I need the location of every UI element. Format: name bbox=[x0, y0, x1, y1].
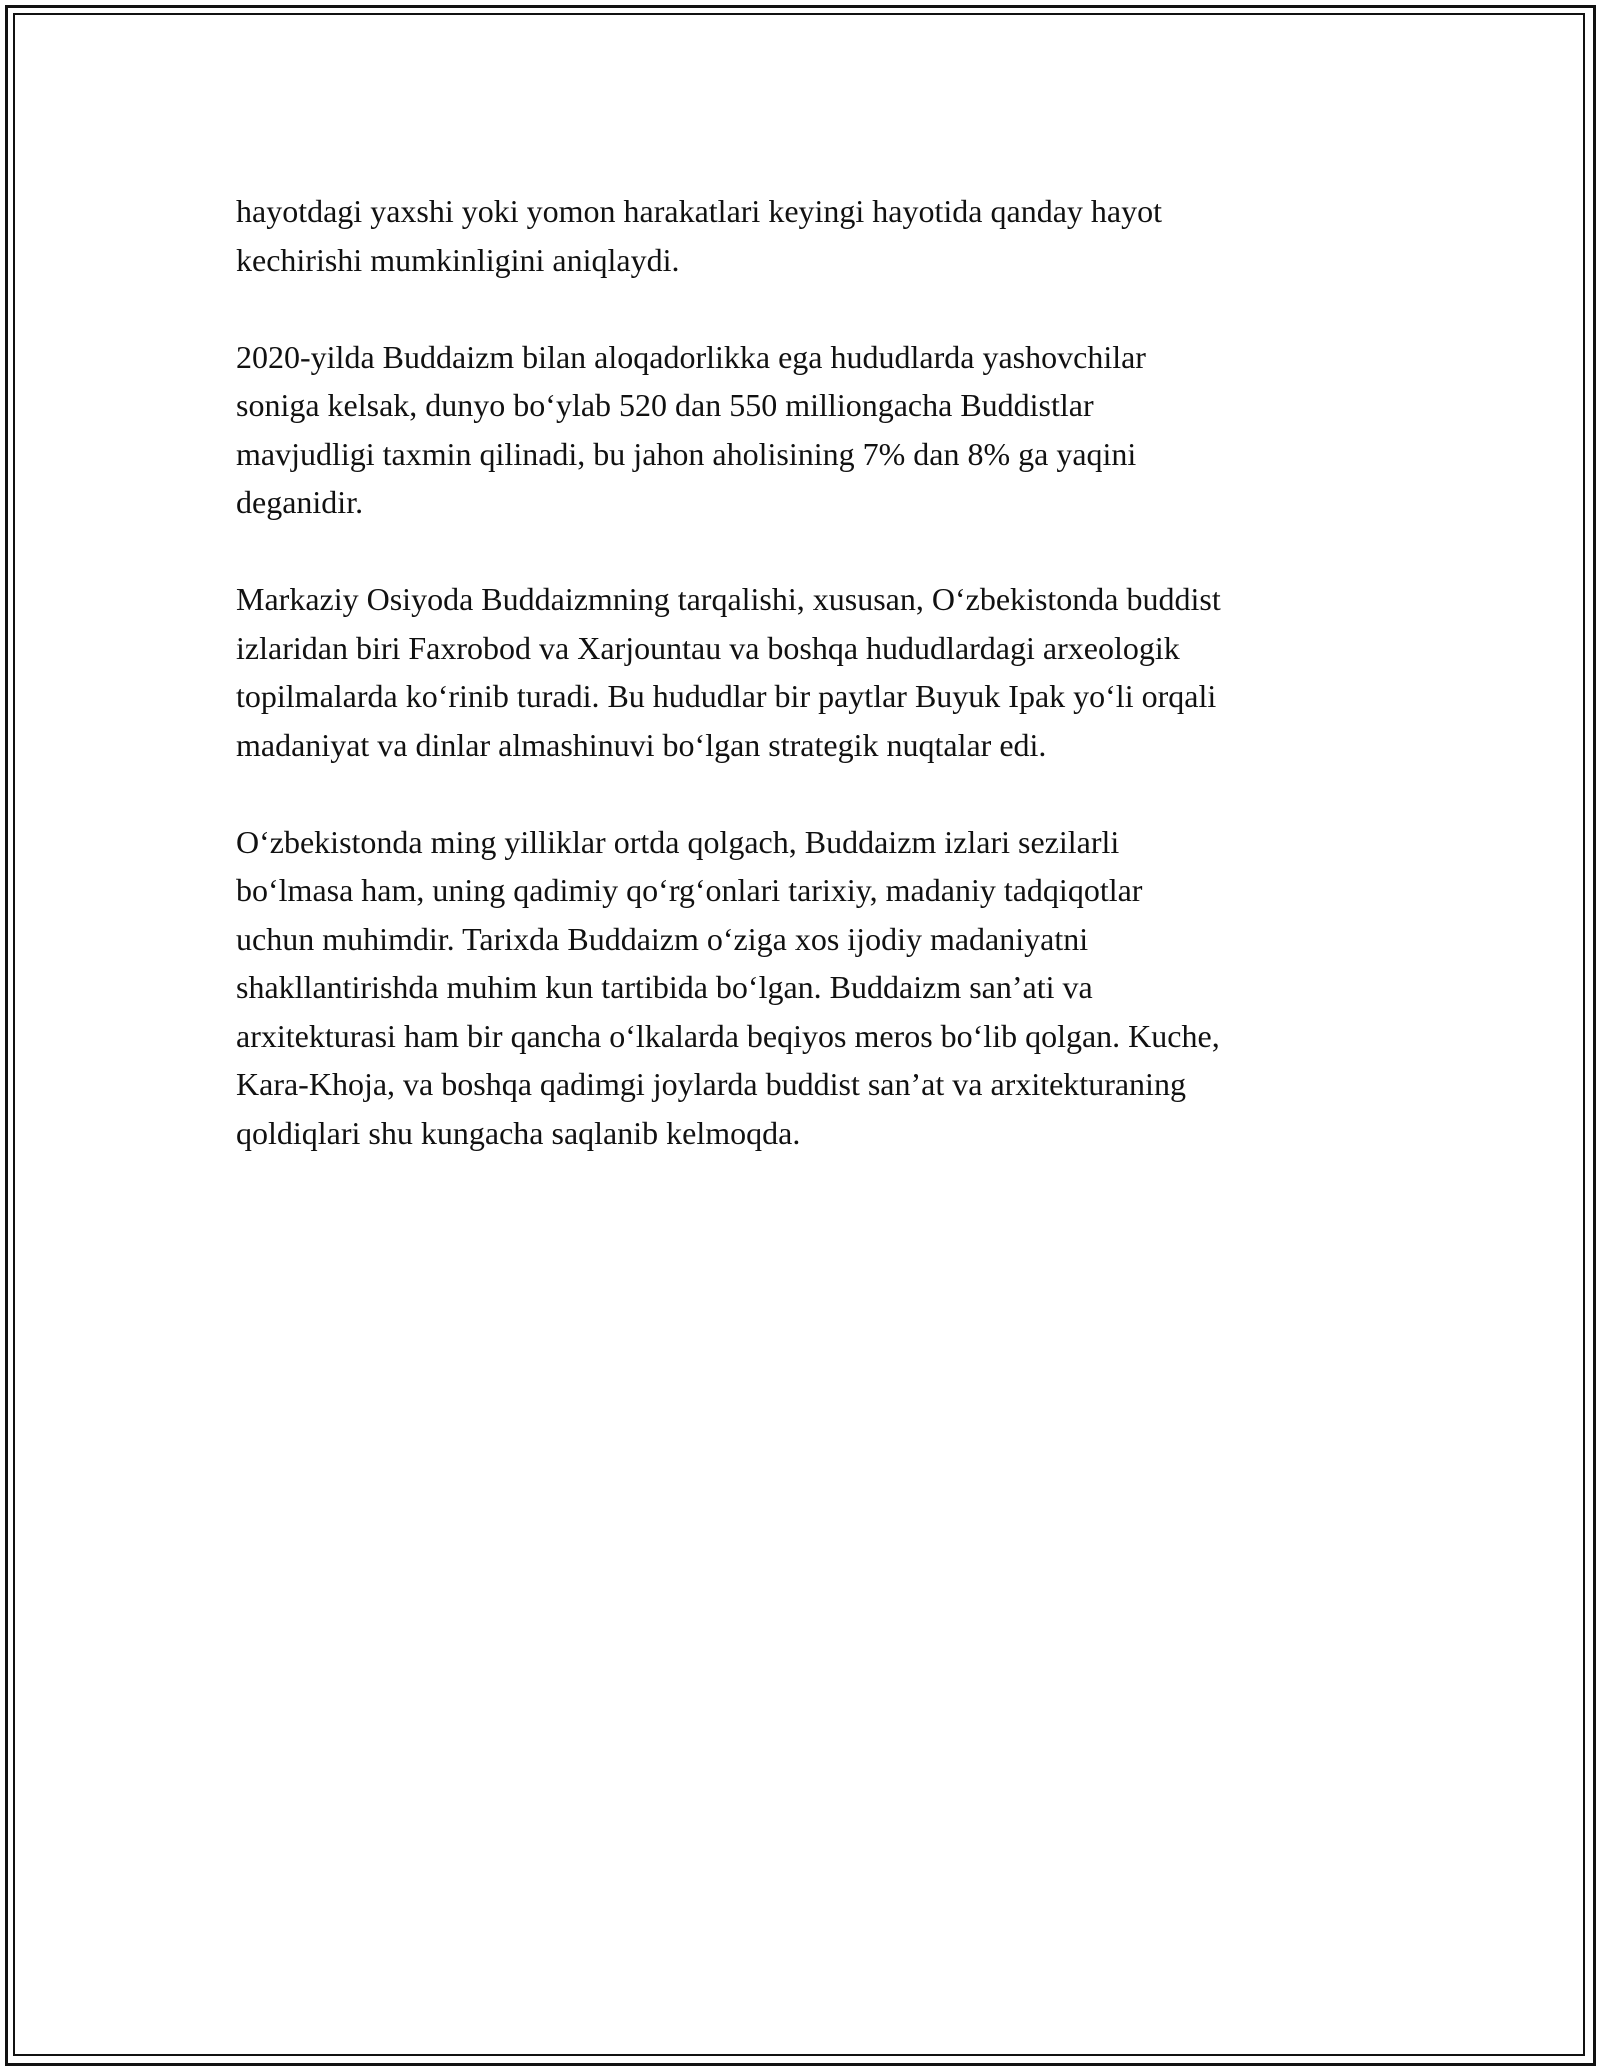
text-line: qoldiqlari shu kungacha saqlanib kelmoqda. bbox=[236, 1114, 801, 1151]
text-line: Markaziy Osiyoda Buddaizmning tarqalishi, xususan, O‘zbekistonda buddist bbox=[236, 581, 1221, 617]
paragraph-3 bbox=[236, 575, 1376, 769]
text-line: shakllantirishda muhim kun tartibida bo‘lgan. Buddaizm san’ati va bbox=[236, 969, 1093, 1005]
text-line: Kara-Khoja, va boshqa qadimgi joylarda buddist san’at va arxitekturaning bbox=[236, 1066, 1186, 1102]
paragraph-2 bbox=[236, 333, 1376, 527]
text-line: kechirishi mumkinligini aniqlaydi. bbox=[236, 241, 680, 278]
text-line: madaniyat va dinlar almashinuvi bo‘lgan strategik nuqtalar edi. bbox=[236, 726, 1047, 763]
text-line: deganidir. bbox=[236, 484, 364, 520]
text-line: mavjudligi taxmin qilinadi, bu jahon aholisining 7% dan 8% ga yaqini bbox=[236, 435, 1137, 472]
text-line: hayotdagi yaxshi yoki yomon harakatlari keyingi hayotida qanday hayot bbox=[236, 193, 1162, 229]
text-line: arxitekturasi ham bir qancha o‘lkalarda beqiyos meros bo‘lib qolgan. Kuche, bbox=[236, 1017, 1220, 1054]
text-line: bo‘lmasa ham, uning qadimiy qo‘rg‘onlari tarixiy, madaniy tadqiqotlar bbox=[236, 872, 1143, 908]
text-line: uchun muhimdir. Tarixda Buddaizm o‘ziga xos ijodiy madaniyatni bbox=[236, 920, 1089, 957]
text-line: topilmalarda ko‘rinib turadi. Bu hududlar bir paytlar Buyuk Ipak yo‘li orqali bbox=[236, 678, 1217, 714]
paragraph-1 bbox=[236, 187, 1376, 284]
text-line: O‘zbekistonda ming yilliklar ortda qolgach, Buddaizm izlari sezilarli bbox=[236, 823, 1120, 860]
text-line: 2020-yilda Buddaizm bilan aloqadorlikka ega hududlarda yashovchilar bbox=[236, 338, 1146, 375]
document-body bbox=[236, 187, 1376, 1206]
paragraph-4 bbox=[236, 818, 1376, 1158]
text-line: soniga kelsak, dunyo bo‘ylab 520 dan 550 milliongacha Buddistlar bbox=[236, 387, 1094, 423]
text-line: izlaridan biri Faxrobod va Xarjountau va boshqa hududlardagi arxeologik bbox=[236, 629, 1180, 666]
